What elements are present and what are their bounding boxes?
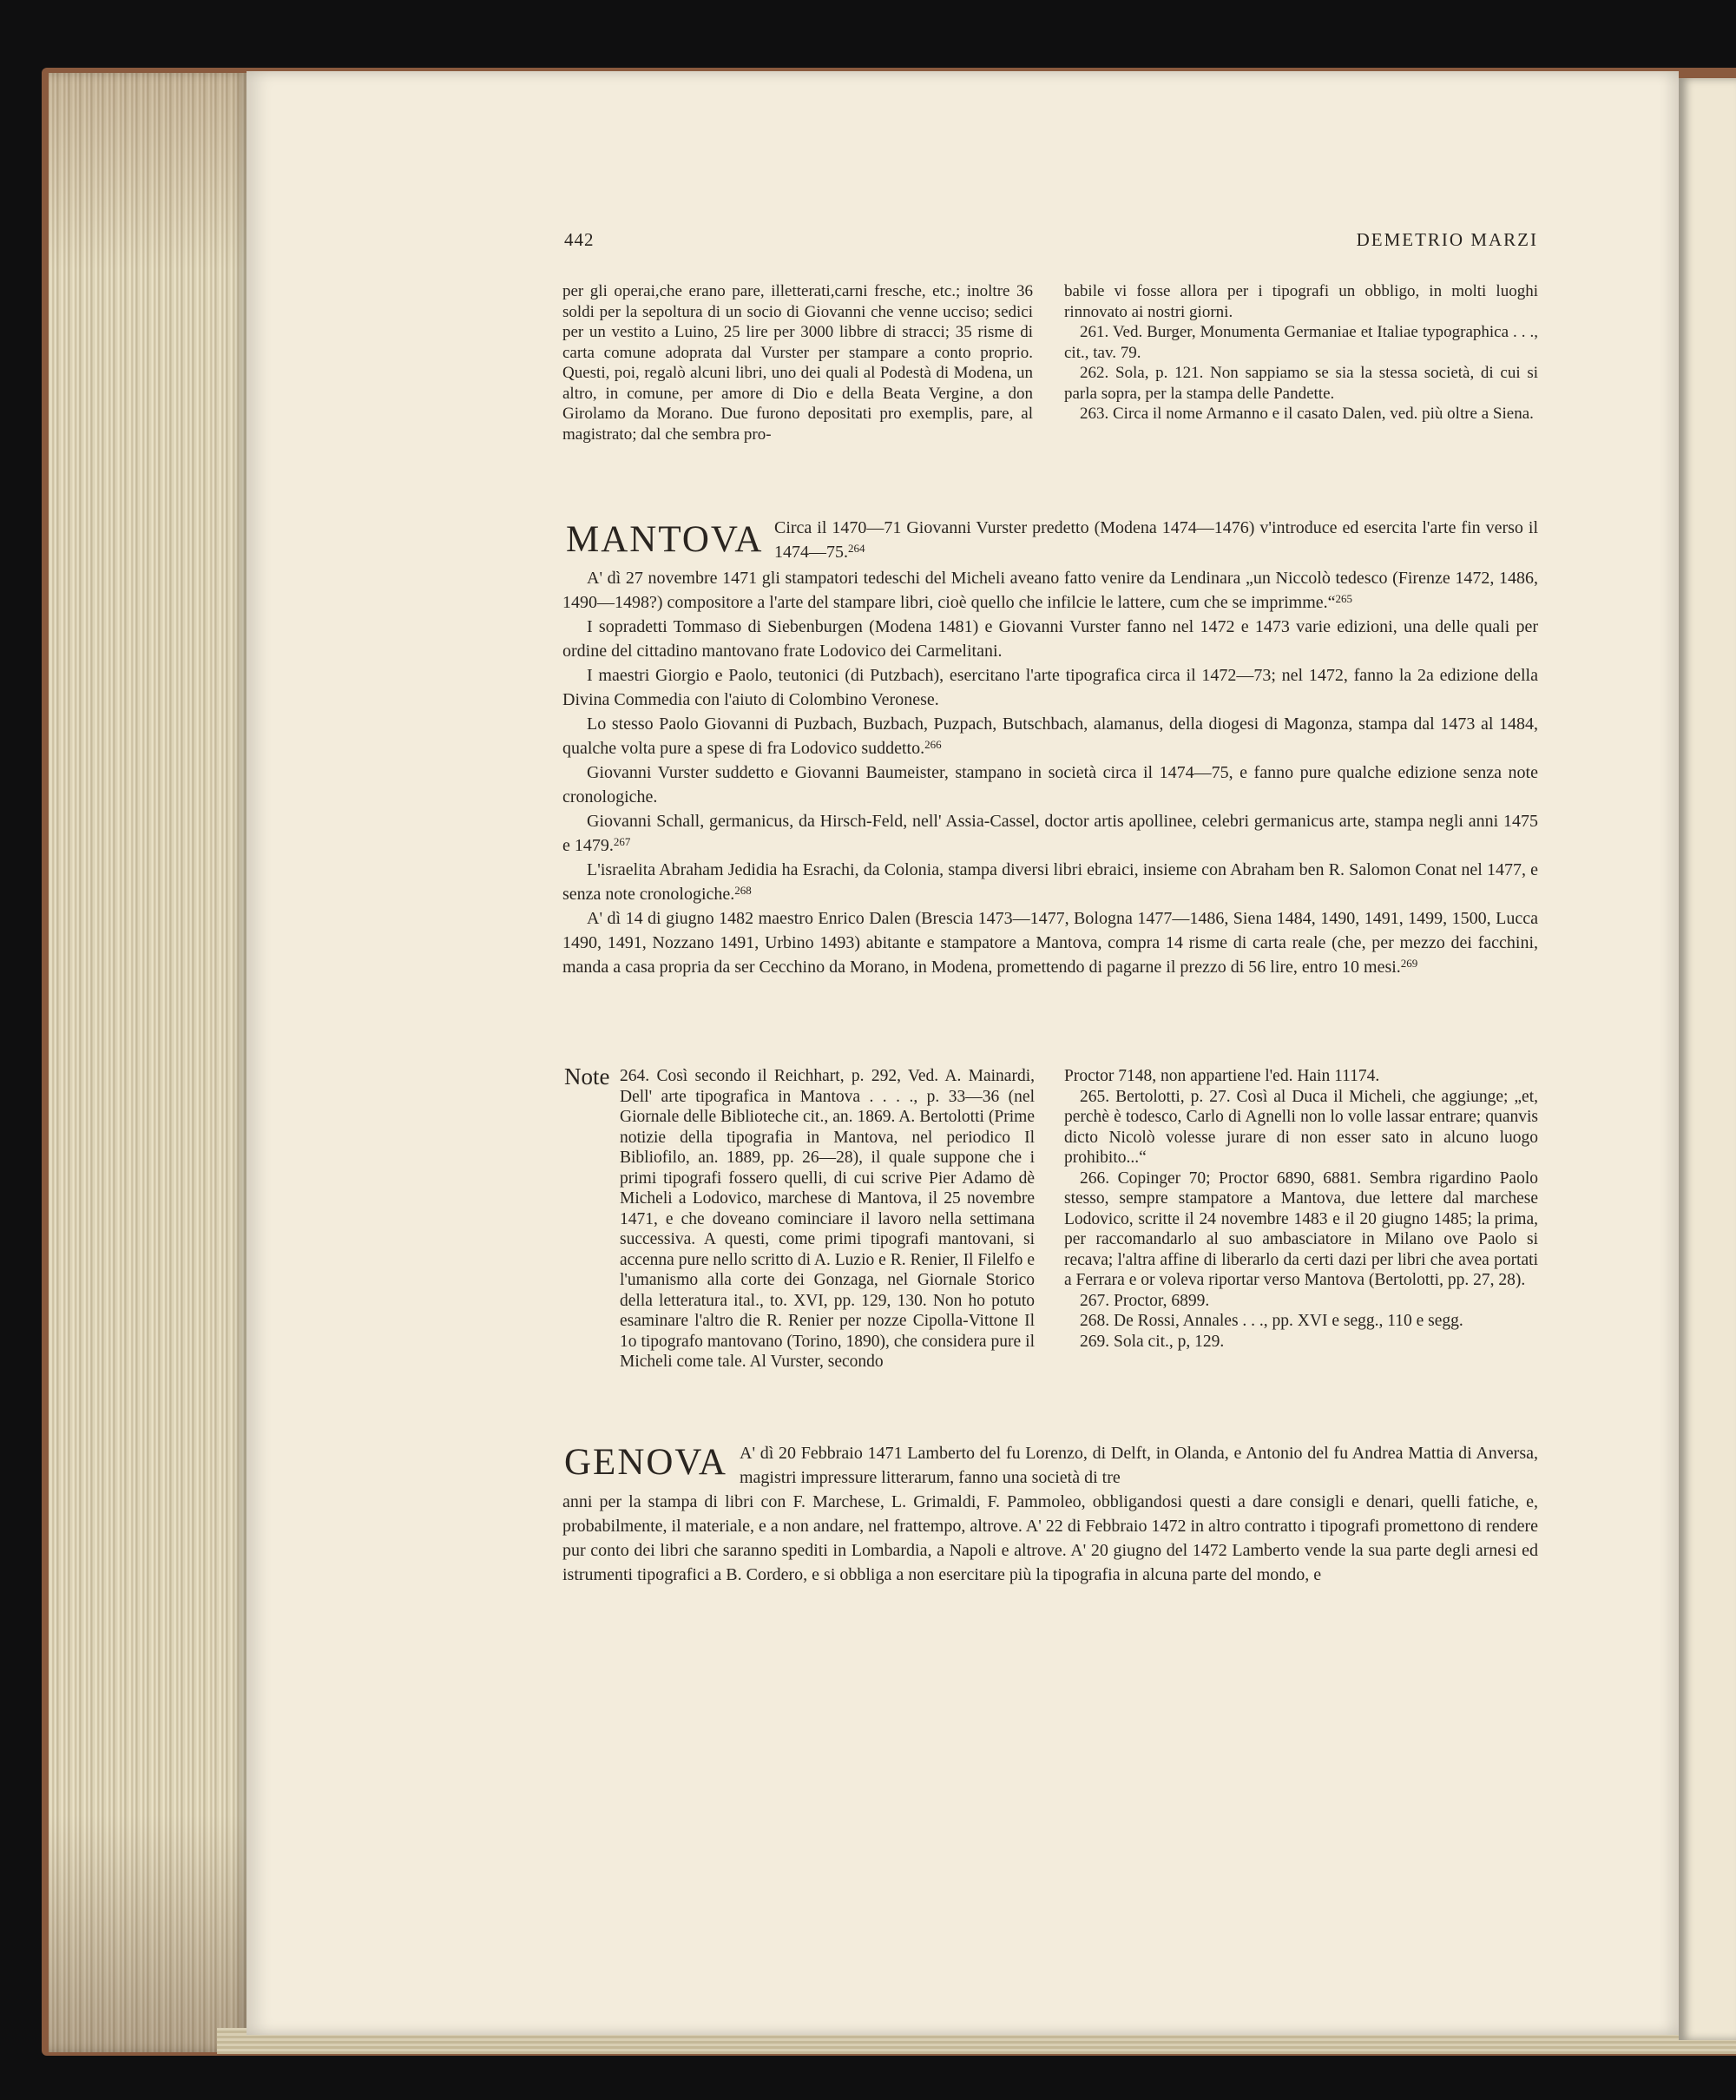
mantova-paragraph — [562, 858, 1538, 906]
genova-body — [562, 1490, 1538, 1587]
mantova-paragraph — [562, 760, 1538, 809]
note-264: 264. Così secondo il Reichhart, p. 292, Ved. A. Mainardi, Dell' arte tipografica in Mantova . . . ., p. 33—36 (nel Giornale delle Biblioteche cit., an. 1869. A. Bertolotti (Prime notizie della tipografia in Mantova, nel periodico Il Bibliofilo, an. 1889, pp. 26—28), il quale suppone che i primi tipografi fossero quelli, di cui scrive Pier Adamo dè Micheli a Lodovico, marchese di Mantova, il 25 novembre 1471, e che doveano cominciare il lavoro nella settimana successiva. A questi, come primi tipografi mantovani, si accenna pure nello scritto di A. Luzio e R. Renier, Il Filelfo e l'umanismo alla corte dei Gonzaga, nel Giornale Storico della letteratura ital., to. XVI, pp. 129, 130. Non ho potuto esaminare l'altro die R. Renier per nozze Cipolla-Vittone Il 1o tipografo mantovano (Torino, 1890), che considera pure il Micheli come tale. Al Vurster, secondo — [620, 1067, 1035, 1371]
paragraph-text: I maestri Giorgio e Paolo, teutonici (di Putzbach), esercitano l'arte tipografica circa il 1472—73; nel 1472, fanno la 2a edizione della Divina Commedia con l'aiuto di Colombino Veronese. — [562, 666, 1538, 709]
footnote-261: 261. Ved. Burger, Monumenta Germaniae et Italiae typographica . . ., cit., tav. 79. — [1064, 323, 1538, 362]
top-right-column — [1064, 281, 1538, 425]
page-number: 442 — [564, 229, 595, 250]
mantova-paragraph — [562, 615, 1538, 663]
facing-page-edge — [1679, 78, 1736, 2040]
paragraph-text: A' dì 27 novembre 1471 gli stampatori tedeschi del Micheli aveano fatto venire da Lendinara „un Niccolò tedesco (Firenze 1472, 1486, 1490—1498?) compositore a l'arte del stampare libri, cioè quello che infilcie le lattere, cum che se imprimme.“ — [562, 569, 1538, 612]
note-268: 268. De Rossi, Annales . . ., pp. XVI e segg., 110 e segg. — [1080, 1312, 1463, 1330]
footnote-ref: 268 — [734, 884, 752, 897]
note-264-cont: Proctor 7148, non appartiene l'ed. Hain 11174. — [1064, 1067, 1380, 1085]
note-267: 267. Proctor, 6899. — [1080, 1291, 1210, 1310]
note-269: 269. Sola cit., p, 129. — [1080, 1332, 1225, 1351]
running-author: DEMETRIO MARZI — [1356, 229, 1538, 250]
section-title-mantova: MANTOVA — [566, 519, 764, 560]
notes-label: Note — [564, 1063, 610, 1089]
paragraph-text: Giovanni Schall, germanicus, da Hirsch-Feld, nell' Assia-Cassel, doctor artis apollinee, celebri germanicus arte, stampa negli anni 1475 e 1479. — [562, 812, 1538, 855]
footnote-ref: 266 — [924, 738, 942, 751]
footnote-ref: 267 — [613, 835, 631, 848]
footnote-ref: 269 — [1400, 957, 1418, 970]
footnote-ref: 264 — [848, 542, 865, 555]
mantova-body — [562, 566, 1538, 979]
note-266: 266. Copinger 70; Proctor 6890, 6881. Sembra rigardino Paolo stesso, sempre stampatore a Mantova, due lettere dal marchese Lodovico, scritte il 24 novembre 1483 e il 20 giugno 1485; la prima, per raccomandarlo al suo ambasciatore in Milano ove Paolo si recava; l'altra affine di liberarlo da certi dazi per libri che avea portati a Ferrara e or voleva riportar verso Mantova (Bertolotti, pp. 27, 28). — [1064, 1168, 1538, 1289]
paragraph-text: I sopradetti Tommaso di Siebenburgen (Modena 1481) e Giovanni Vurster fanno nel 1472 e 1473 varie edizioni, una delle quali per ordine del cittadino mantovano frate Lodovico dei Carmelitani. — [562, 617, 1538, 661]
top-left-column — [562, 281, 1033, 444]
mantova-paragraph — [562, 712, 1538, 760]
top-left-paragraph: per gli operai,che erano pare, illetterati,carni fresche, etc.; inoltre 36 soldi per la sepoltura di un socio di Giovanni che venne ucciso; sedici per un vestito a Luino, 25 lire per 3000 libbre di stracci; 35 risme di carta comune adoprata dal Vurster per stampare a conto proprio. Questi, poi, regalò alcuni libri, uno dei quali al Podestà di Modena, un altro, in comune, per amore di Dio e della Beata Vergine, a don Girolamo da Morano. Due furono depositati pro exemplis, pare, al magistrato; dal che sembra pro- — [562, 282, 1033, 444]
mantova-paragraph — [562, 906, 1538, 979]
notes-right-column — [1064, 1066, 1538, 1352]
footnote-ref: 265 — [1335, 592, 1352, 605]
mantova-paragraph — [562, 809, 1538, 858]
mantova-lead — [774, 516, 1538, 564]
page-edges-shade — [49, 73, 248, 2052]
genova-lead: A' dì 20 Febbraio 1471 Lamberto del fu Lorenzo, di Delft, in Olanda, e Antonio del fu Andrea Mattia di Anversa, magistri impressure litterarum, fanno una società di tre — [740, 1444, 1538, 1487]
paragraph-text: Giovanni Vurster suddetto e Giovanni Baumeister, stampano in società circa il 1474—75, e fanno pure qualche edizione senza note cronologiche. — [562, 763, 1538, 806]
paragraph-text: Lo stesso Paolo Giovanni di Puzbach, Buzbach, Puzpach, Butschbach, alamanus, della diogesi di Magonza, stampa dal 1473 al 1484, qualche volta pure a spese di fra Lodovico suddetto. — [562, 714, 1538, 758]
paragraph-text: L'israelita Abraham Jedidia ha Esrachi, da Colonia, stampa diversi libri ebraici, insieme con Abraham ben R. Salomon Conat nel 1477, e senza note cronologiche. — [562, 860, 1538, 904]
mantova-lead-text: Circa il 1470—71 Giovanni Vurster predetto (Modena 1474—1476) v'introduce ed esercita l'arte fin verso il 1474—75. — [774, 518, 1538, 562]
mantova-paragraph — [562, 566, 1538, 615]
running-header — [562, 229, 1538, 259]
footnote-263: 263. Circa il nome Armanno e il casato Dalen, ved. più oltre a Siena. — [1080, 405, 1534, 423]
note-265: 265. Bertolotti, p. 27. Così al Duca il Micheli, che aggiunge; „et, perchè è todesco, Carlo di Agnelli non lo volle lassar entrare; quanvis dicto Nicolò volesse jurare di non esser sato in alcuno luogo prohibito...“ — [1064, 1087, 1538, 1167]
footnote-262: 262. Sola, p. 121. Non sappiamo se sia la stessa società, di cui si parla sopra, per la stampa delle Pandette. — [1064, 364, 1538, 403]
section-title-genova: GENOVA — [564, 1442, 727, 1483]
top-right-paragraph: babile vi fosse allora per i tipografi un obbligo, in molti luoghi rinnovato ai nostri giorni. — [1064, 282, 1538, 321]
notes-left-column — [620, 1066, 1035, 1373]
mantova-paragraph — [562, 663, 1538, 712]
paragraph-text: A' dì 14 di giugno 1482 maestro Enrico Dalen (Brescia 1473—1477, Bologna 1477—1486, Siena 1484, 1490, 1491, 1499, 1500, Lucca 1490, 1491, Nozzano 1491, Urbino 1493) abitante e stampatore a Mantova, compra 14 risme di carta reale (che, per mezzo dei facchini, manda a casa propria da ser Cecchino da Morano, in Modena, promettendo di pagarne il prezzo di 56 lire, entro 10 mesi. — [562, 909, 1538, 977]
genova-paragraph: anni per la stampa di libri con F. Marchese, L. Grimaldi, F. Pammoleo, obbligandosi questi a dare consigli e denari, quelli fatiche, e, probabilmente, il materiale, e a non andare, nel frattempo, altrove. A' 22 di Febbraio 1472 in altro contratto i tipografi promettono di rendere pur conto dei libri che saranno spediti in Lombardia, a Napoli e altrove. A' 20 giugno del 1472 Lamberto vende la sua parte degli arnesi ed istrumenti tipografici a B. Cordero, e si obbliga a non esercitare più la tipografia in alcuna parte del mondo, e — [562, 1492, 1538, 1584]
